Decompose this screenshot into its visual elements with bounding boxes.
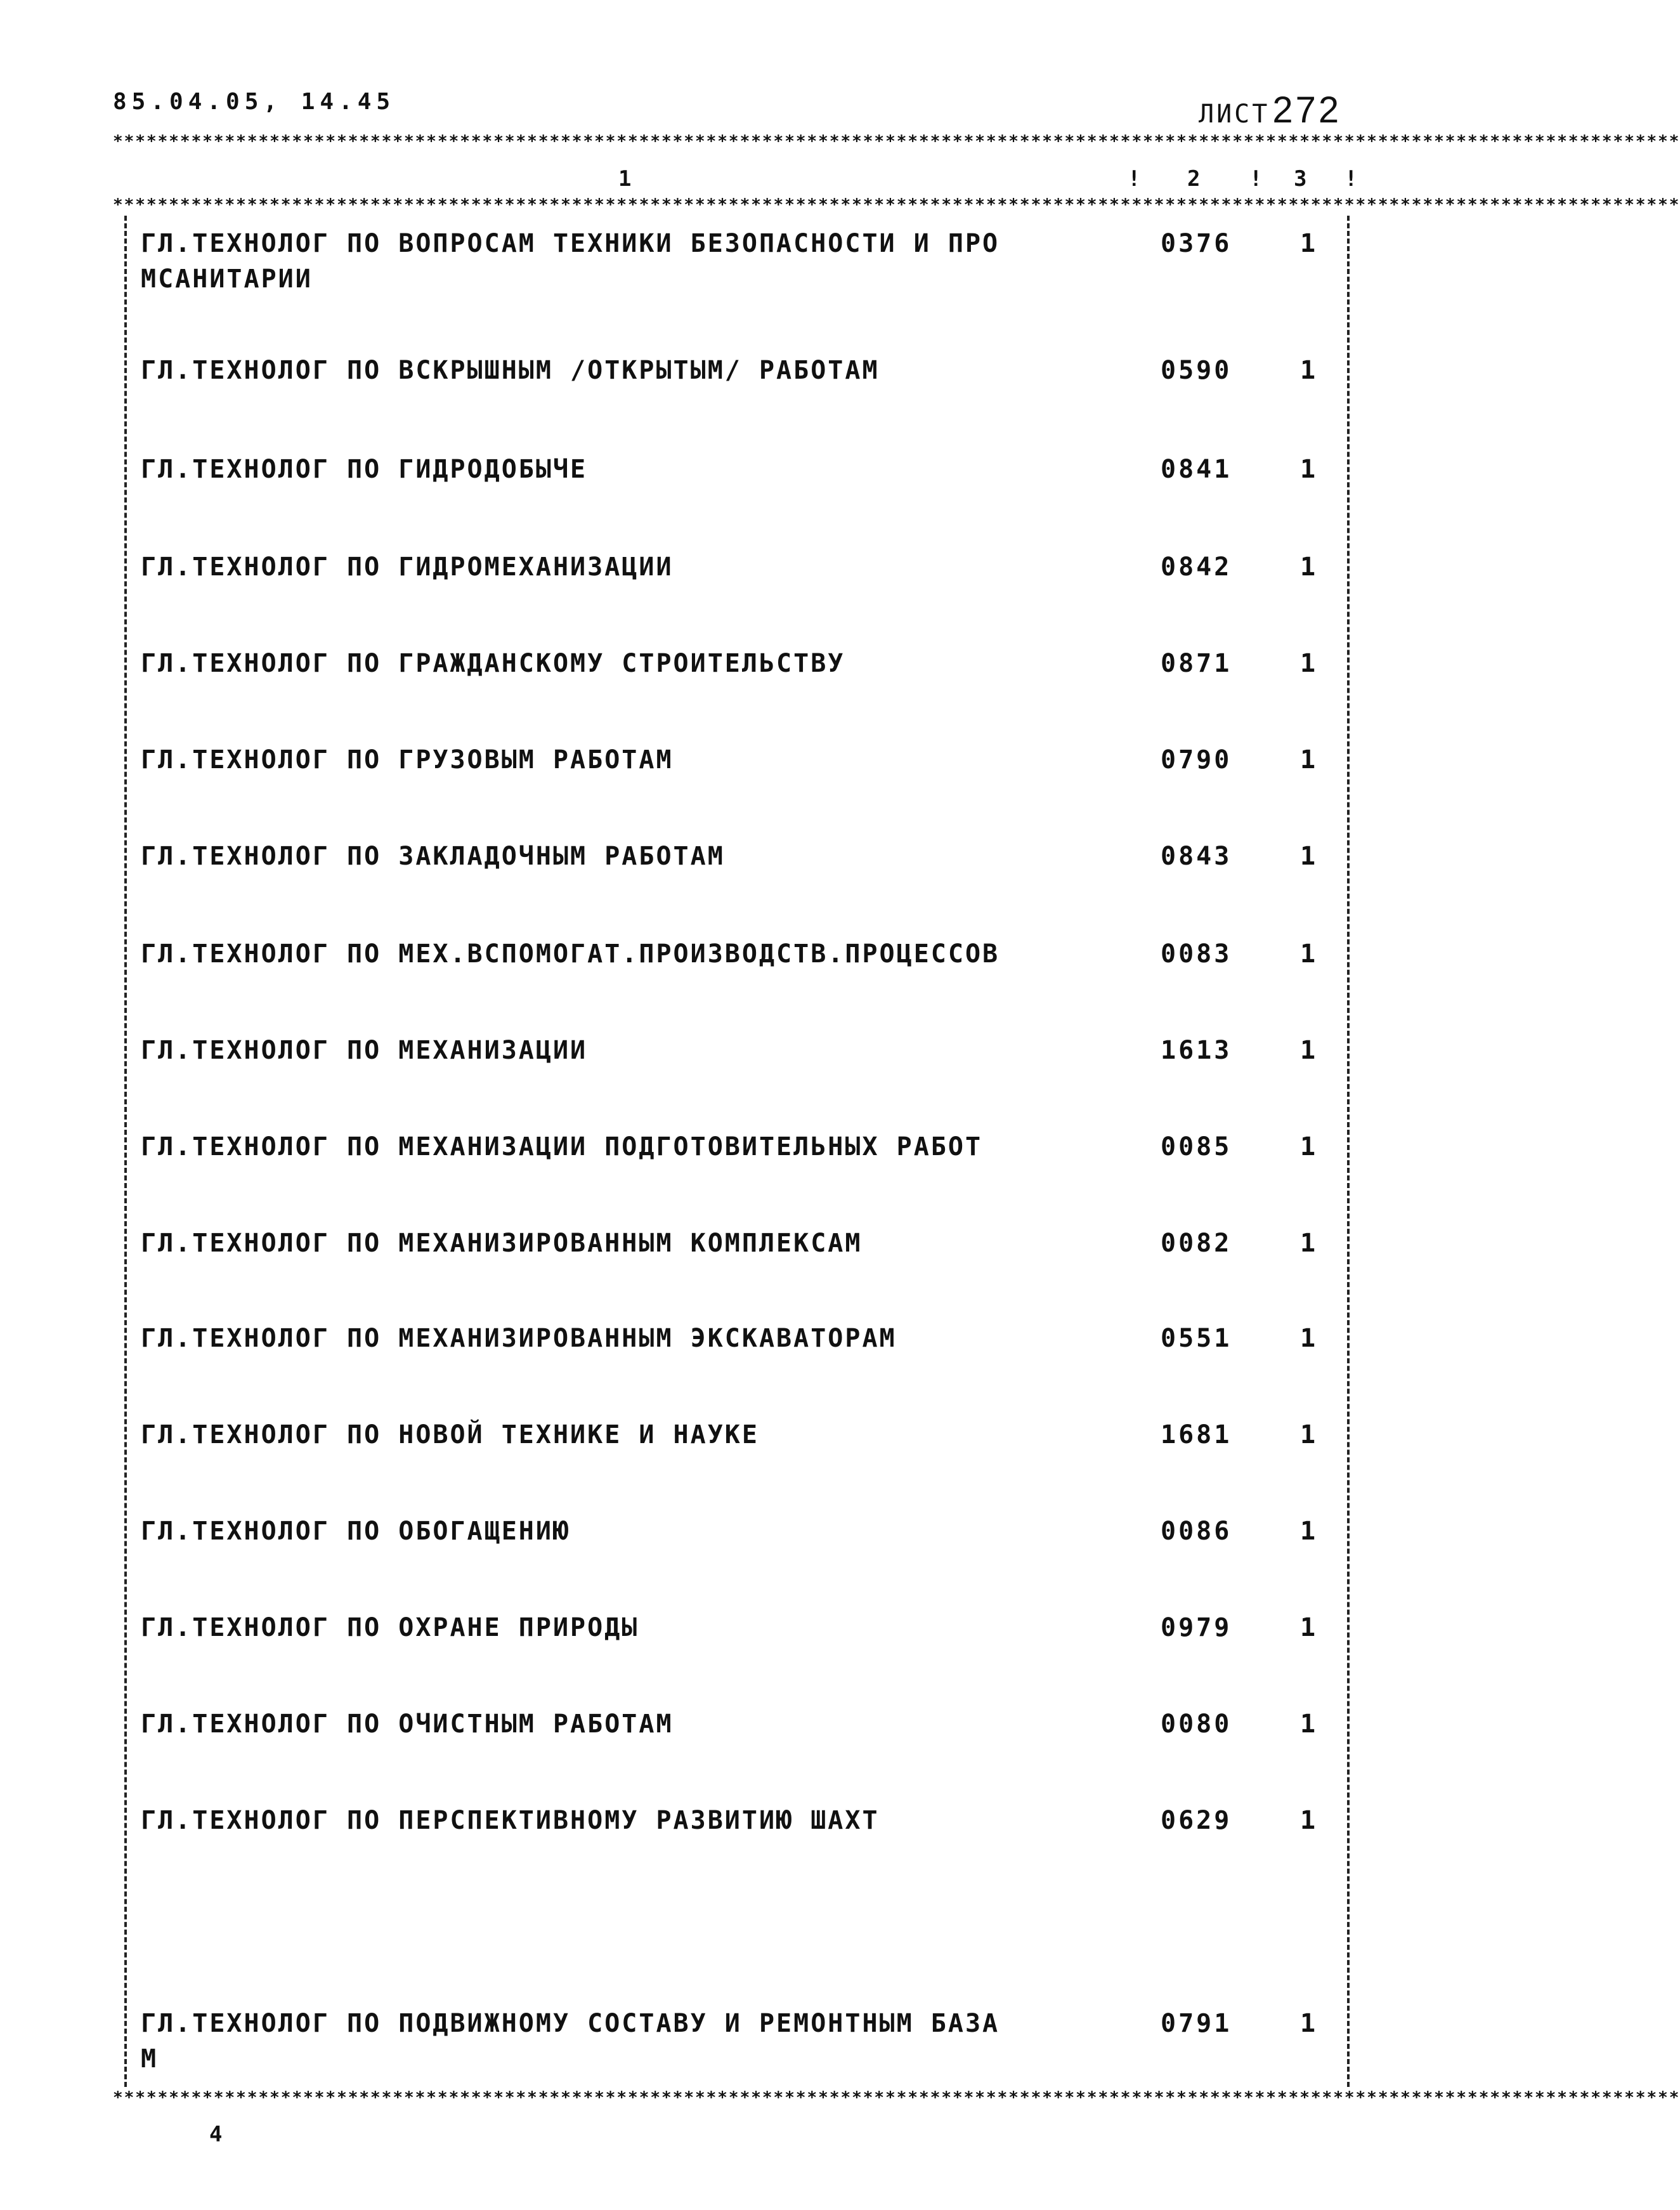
column-separator: !	[1249, 166, 1263, 192]
header-star-border: ********************************************************************************************************************************************	[113, 195, 1680, 214]
row-code: 0629	[1161, 1806, 1232, 1835]
column-header-2: 2	[1187, 166, 1201, 192]
page-mark: 4	[209, 2122, 223, 2147]
row-code: 1613	[1161, 1036, 1232, 1065]
row-label: ГЛ.ТЕХНОЛОГ ПО ПЕРСПЕКТИВНОМУ РАЗВИТИЮ ШАХТ	[141, 1806, 880, 1835]
row-code: 0841	[1161, 455, 1232, 484]
row-count: 1	[1300, 1710, 1316, 1739]
table-row	[0, 1706, 1461, 1782]
table-row	[0, 353, 1461, 429]
row-label: ГЛ.ТЕХНОЛОГ ПО МЕХАНИЗАЦИИ ПОДГОТОВИТЕЛЬНЫХ РАБОТ	[141, 1132, 983, 1161]
sheet-header	[1199, 89, 1341, 131]
row-count: 1	[1300, 745, 1316, 775]
row-label: ГЛ.ТЕХНОЛОГ ПО МЕХАНИЗАЦИИ	[141, 1036, 588, 1065]
bottom-star-border: ********************************************************************************************************************************************	[113, 2088, 1680, 2107]
row-label: ГЛ.ТЕХНОЛОГ ПО ВСКРЫШНЫМ /ОТКРЫТЫМ/ РАБОТАМ	[141, 356, 880, 385]
row-count: 1	[1300, 552, 1316, 582]
row-label: ГЛ.ТЕХНОЛОГ ПО НОВОЙ ТЕХНИКЕ И НАУКЕ	[141, 1420, 759, 1449]
column-header-3: 3	[1294, 166, 1307, 192]
row-code: 0080	[1161, 1710, 1232, 1739]
row-count: 1	[1300, 1517, 1316, 1546]
table-row	[0, 936, 1461, 1012]
row-code: 0979	[1161, 1613, 1232, 1642]
row-count: 1	[1300, 1324, 1316, 1353]
row-code: 0842	[1161, 552, 1232, 582]
table-row	[0, 2006, 1461, 2082]
row-label: ГЛ.ТЕХНОЛОГ ПО ОБОГАЩЕНИЮ	[141, 1517, 571, 1546]
row-count: 1	[1300, 842, 1316, 871]
row-count: 1	[1300, 1806, 1316, 1835]
sheet-number: 272	[1272, 89, 1342, 131]
row-label: ГЛ.ТЕХНОЛОГ ПО ПОДВИЖНОМУ СОСТАВУ И РЕМОНТНЫМ БАЗА М	[141, 2009, 1000, 2074]
row-count: 1	[1300, 1613, 1316, 1642]
row-count: 1	[1300, 1132, 1316, 1161]
row-count: 1	[1300, 455, 1316, 484]
document-code: 85.04.05, 14.45	[113, 89, 396, 115]
table-row	[0, 1417, 1461, 1493]
table-row	[0, 452, 1461, 528]
row-code: 0843	[1161, 842, 1232, 871]
row-label: ГЛ.ТЕХНОЛОГ ПО МЕХАНИЗИРОВАННЫМ ЭКСКАВАТОРАМ	[141, 1324, 897, 1353]
row-code: 0871	[1161, 649, 1232, 678]
row-code: 1681	[1161, 1420, 1232, 1449]
sheet-label: ЛИСТ	[1199, 100, 1270, 129]
row-code: 0791	[1161, 2009, 1232, 2038]
column-separator: !	[1128, 166, 1141, 192]
table-row	[0, 646, 1461, 722]
table-row	[0, 1226, 1461, 1302]
row-label: ГЛ.ТЕХНОЛОГ ПО МЕХАНИЗИРОВАННЫМ КОМПЛЕКСАМ	[141, 1229, 863, 1258]
row-count: 1	[1300, 649, 1316, 678]
top-star-border: ********************************************************************************************************************************************	[113, 132, 1680, 151]
row-code: 0086	[1161, 1517, 1232, 1546]
row-code: 0590	[1161, 356, 1232, 385]
row-count: 1	[1300, 2009, 1316, 2038]
column-separator: !	[1345, 166, 1358, 192]
row-count: 1	[1300, 1420, 1316, 1449]
row-label: ГЛ.ТЕХНОЛОГ ПО ОХРАНЕ ПРИРОДЫ	[141, 1613, 639, 1642]
column-header-1: 1	[618, 166, 632, 192]
row-label: ГЛ.ТЕХНОЛОГ ПО ВОПРОСАМ ТЕХНИКИ БЕЗОПАСНОСТИ И ПРО МСАНИТАРИИ	[141, 229, 1000, 294]
row-code: 0085	[1161, 1132, 1232, 1161]
row-count: 1	[1300, 1036, 1316, 1065]
row-code: 0790	[1161, 745, 1232, 775]
table-row	[0, 549, 1461, 625]
row-label: ГЛ.ТЕХНОЛОГ ПО ОЧИСТНЫМ РАБОТАМ	[141, 1710, 674, 1739]
row-count: 1	[1300, 229, 1316, 258]
row-label: ГЛ.ТЕХНОЛОГ ПО ЗАКЛАДОЧНЫМ РАБОТАМ	[141, 842, 725, 871]
table-row	[0, 1514, 1461, 1590]
row-label: ГЛ.ТЕХНОЛОГ ПО ГРАЖДАНСКОМУ СТРОИТЕЛЬСТВУ	[141, 649, 845, 678]
table-row	[0, 1321, 1461, 1397]
row-code: 0083	[1161, 939, 1232, 969]
table-row	[0, 742, 1461, 818]
table-row	[0, 1033, 1461, 1109]
table-row	[0, 1129, 1461, 1205]
row-code: 0376	[1161, 229, 1232, 258]
table-row	[0, 1803, 1461, 1879]
row-label: ГЛ.ТЕХНОЛОГ ПО МЕХ.ВСПОМОГАТ.ПРОИЗВОДСТВ.ПРОЦЕССОВ	[141, 939, 1000, 969]
row-label: ГЛ.ТЕХНОЛОГ ПО ГИДРОДОБЫЧЕ	[141, 455, 588, 484]
row-label: ГЛ.ТЕХНОЛОГ ПО ГИДРОМЕХАНИЗАЦИИ	[141, 552, 674, 582]
row-label: ГЛ.ТЕХНОЛОГ ПО ГРУЗОВЫМ РАБОТАМ	[141, 745, 674, 775]
row-code: 0082	[1161, 1229, 1232, 1258]
table-row	[0, 226, 1461, 302]
row-count: 1	[1300, 356, 1316, 385]
table-row	[0, 1610, 1461, 1686]
row-code: 0551	[1161, 1324, 1232, 1353]
row-count: 1	[1300, 1229, 1316, 1258]
row-count: 1	[1300, 939, 1316, 969]
table-row	[0, 839, 1461, 915]
